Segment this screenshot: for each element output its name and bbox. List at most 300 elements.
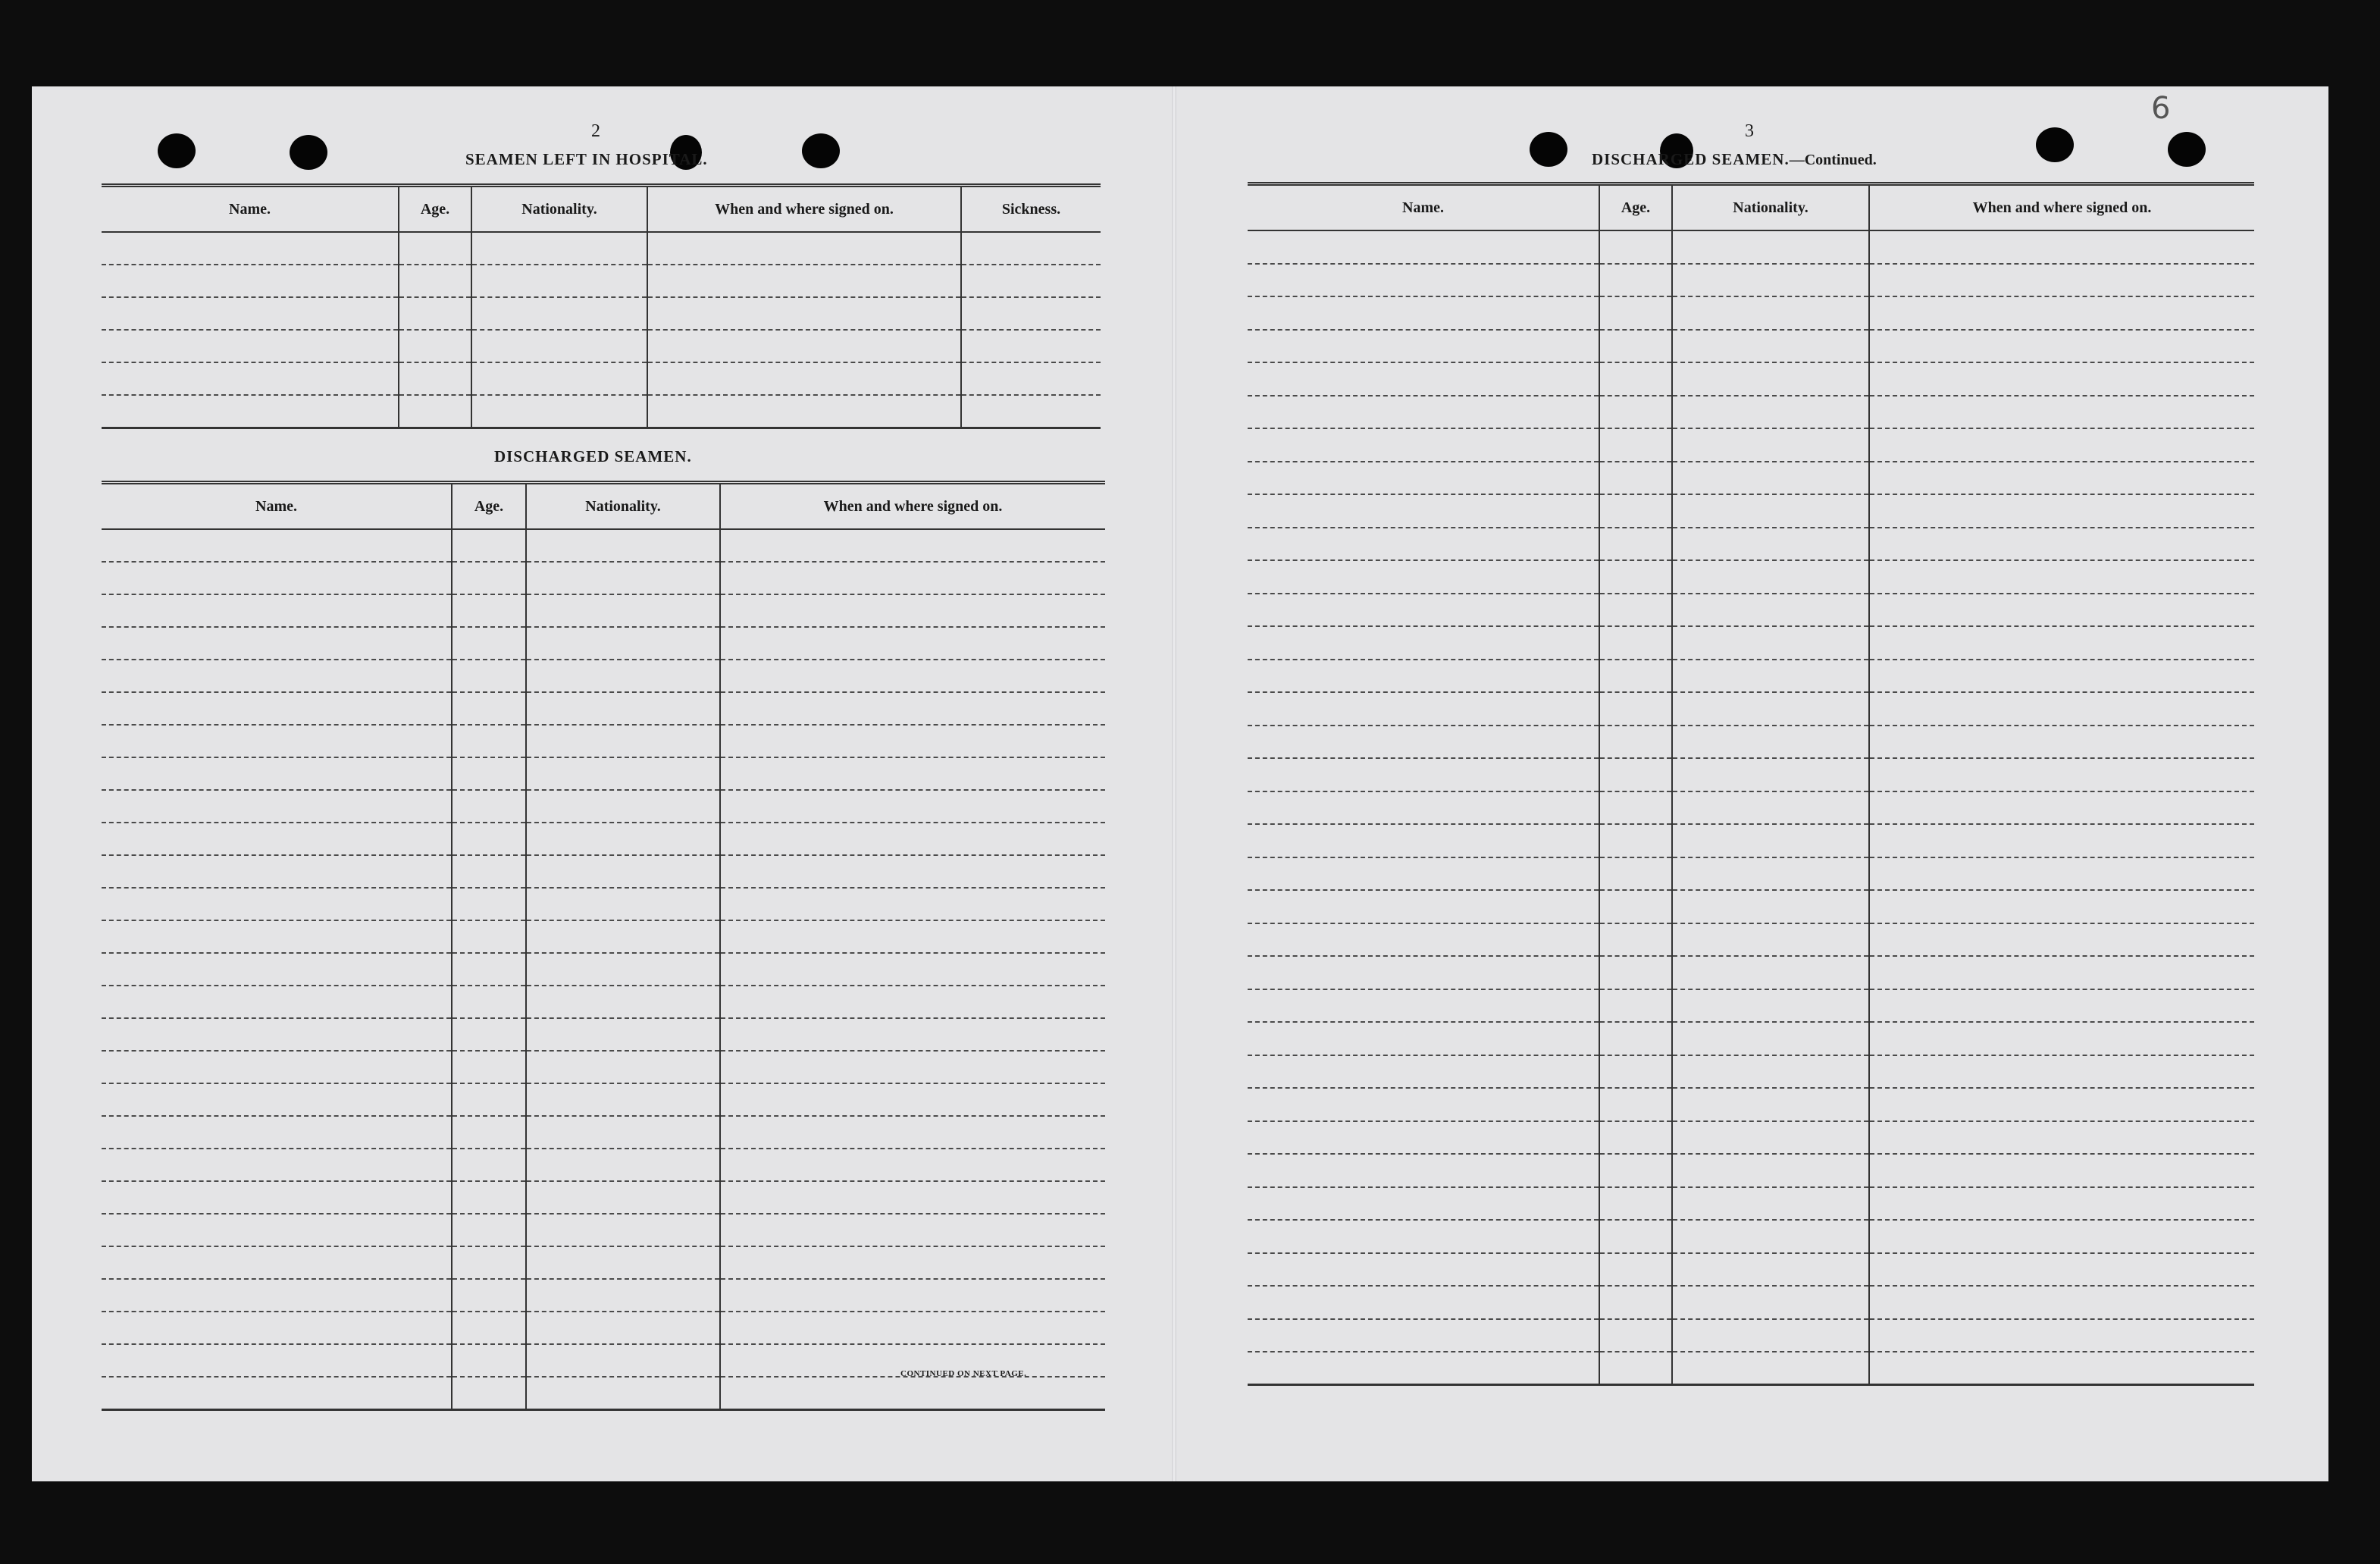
table-cell — [720, 1279, 1105, 1312]
table-row — [102, 1116, 1105, 1149]
table-cell — [1869, 923, 2254, 957]
table-row — [1248, 396, 2254, 429]
table-cell — [526, 1246, 720, 1279]
table-cell — [526, 1181, 720, 1214]
table-cell — [526, 725, 720, 757]
column-header: Name. — [1248, 184, 1599, 231]
table-cell — [471, 362, 647, 395]
table-cell — [720, 888, 1105, 920]
table-row — [102, 529, 1105, 562]
table-cell — [647, 265, 961, 297]
table-cell — [526, 1279, 720, 1312]
table-cell — [452, 986, 526, 1018]
table-cell — [1248, 956, 1599, 989]
table-cell — [399, 265, 471, 297]
table-cell — [1599, 1088, 1672, 1121]
table-cell — [102, 920, 452, 953]
table-cell — [452, 692, 526, 725]
table-cell — [1672, 989, 1869, 1023]
table-cell — [1869, 1220, 2254, 1253]
table-cell — [471, 265, 647, 297]
table-cell — [1672, 1121, 1869, 1155]
table-row — [102, 1214, 1105, 1246]
table-cell — [961, 330, 1101, 362]
table-cell — [1672, 956, 1869, 989]
column-header: Name. — [102, 483, 452, 530]
table-cell — [526, 1149, 720, 1181]
table-cell — [452, 920, 526, 953]
column-header: Sickness. — [961, 186, 1101, 233]
table-cell — [720, 1214, 1105, 1246]
table-row — [1248, 956, 2254, 989]
table-cell — [1869, 1187, 2254, 1221]
table-cell — [1869, 626, 2254, 660]
table-cell — [102, 823, 452, 855]
table-cell — [102, 395, 399, 428]
table-cell — [1599, 428, 1672, 462]
table-cell — [1599, 396, 1672, 429]
table-cell — [1599, 462, 1672, 495]
table-cell — [1869, 890, 2254, 923]
table-cell — [1672, 1253, 1869, 1287]
table-cell — [720, 953, 1105, 986]
table-row — [1248, 1055, 2254, 1089]
discharged-continued-title — [1592, 150, 1877, 169]
table-cell — [526, 953, 720, 986]
table-row — [102, 1279, 1105, 1312]
table-cell — [1869, 726, 2254, 759]
column-header: Nationality. — [471, 186, 647, 233]
table-cell — [1248, 626, 1599, 660]
table-cell — [647, 330, 961, 362]
table-row — [1248, 494, 2254, 528]
table-cell — [1248, 264, 1599, 297]
table-cell — [1672, 1154, 1869, 1187]
table-cell — [720, 986, 1105, 1018]
table-cell — [1869, 989, 2254, 1023]
continued-note: CONTINUED ON NEXT PAGE. — [900, 1369, 1027, 1378]
table-cell — [526, 1214, 720, 1246]
table-cell — [1672, 824, 1869, 857]
table-row — [1248, 692, 2254, 726]
table-cell — [1672, 396, 1869, 429]
table-cell — [647, 297, 961, 330]
table-row — [102, 362, 1101, 395]
table-cell — [720, 757, 1105, 790]
table-cell — [720, 594, 1105, 627]
discharged-table-right — [1248, 182, 2254, 1386]
table-cell — [526, 757, 720, 790]
table-cell — [452, 1312, 526, 1344]
table-cell — [1672, 560, 1869, 594]
table-row — [102, 920, 1105, 953]
column-header: Nationality. — [526, 483, 720, 530]
table-row — [102, 627, 1105, 660]
table-cell — [720, 855, 1105, 888]
table-cell — [526, 1083, 720, 1116]
table-row — [1248, 1154, 2254, 1187]
table-cell — [1248, 758, 1599, 791]
table-cell — [452, 1149, 526, 1181]
punch-hole — [290, 135, 327, 170]
table-cell — [1248, 692, 1599, 726]
table-cell — [720, 1051, 1105, 1083]
table-cell — [1248, 494, 1599, 528]
table-cell — [526, 692, 720, 725]
table-row — [1248, 264, 2254, 297]
table-cell — [102, 1181, 452, 1214]
table-row — [1248, 362, 2254, 396]
table-cell — [102, 330, 399, 362]
table-cell — [1248, 1088, 1599, 1121]
table-cell — [102, 1116, 452, 1149]
table-row — [102, 725, 1105, 757]
table-cell — [452, 562, 526, 594]
table-row — [102, 1083, 1105, 1116]
table-cell — [399, 297, 471, 330]
table-cell — [452, 1246, 526, 1279]
table-row — [102, 330, 1101, 362]
table-cell — [452, 953, 526, 986]
table-cell — [471, 395, 647, 428]
table-cell — [1599, 1286, 1672, 1319]
table-row — [102, 1377, 1105, 1409]
table-cell — [102, 855, 452, 888]
table-cell — [1248, 989, 1599, 1023]
table-cell — [1248, 594, 1599, 627]
table-cell — [102, 888, 452, 920]
table-cell — [102, 529, 452, 562]
table-cell — [1599, 1220, 1672, 1253]
table-cell — [452, 529, 526, 562]
table-row — [1248, 989, 2254, 1023]
table-cell — [1248, 560, 1599, 594]
table-cell — [1672, 462, 1869, 495]
table-row — [1248, 1088, 2254, 1121]
table-row — [102, 757, 1105, 790]
table-cell — [452, 1018, 526, 1051]
table-cell — [961, 362, 1101, 395]
table-cell — [452, 725, 526, 757]
table-cell — [526, 1344, 720, 1377]
table-row — [102, 1149, 1105, 1181]
table-cell — [1248, 428, 1599, 462]
table-row — [1248, 1286, 2254, 1319]
table-row — [102, 1051, 1105, 1083]
table-cell — [452, 757, 526, 790]
table-cell — [1672, 1220, 1869, 1253]
table-cell — [1672, 857, 1869, 891]
table-cell — [1599, 494, 1672, 528]
table-cell — [452, 660, 526, 692]
column-header: When and where signed on. — [720, 483, 1105, 530]
table-cell — [452, 1116, 526, 1149]
table-cell — [399, 362, 471, 395]
table-cell — [720, 920, 1105, 953]
table-row — [1248, 758, 2254, 791]
table-cell — [1248, 528, 1599, 561]
table-cell — [1672, 692, 1869, 726]
page-number-left: 2 — [591, 121, 600, 141]
table-cell — [1672, 758, 1869, 791]
table-cell — [1599, 726, 1672, 759]
table-cell — [102, 265, 399, 297]
table-row — [1248, 857, 2254, 891]
table-row — [102, 790, 1105, 823]
table-cell — [526, 562, 720, 594]
table-cell — [102, 725, 452, 757]
table-cell — [1672, 594, 1869, 627]
table-cell — [452, 594, 526, 627]
table-cell — [452, 1051, 526, 1083]
table-cell — [1599, 857, 1672, 891]
table-cell — [102, 790, 452, 823]
table-cell — [1672, 791, 1869, 825]
table-cell — [1672, 660, 1869, 693]
table-cell — [1248, 330, 1599, 363]
table-cell — [526, 627, 720, 660]
table-row — [102, 594, 1105, 627]
table-row — [102, 692, 1105, 725]
table-cell — [1599, 296, 1672, 330]
table-cell — [471, 330, 647, 362]
table-cell — [1869, 1121, 2254, 1155]
column-header: Name. — [102, 186, 399, 233]
table-cell — [102, 1344, 452, 1377]
table-cell — [102, 660, 452, 692]
table-cell — [1248, 1319, 1599, 1352]
table-row — [1248, 890, 2254, 923]
table-cell — [526, 1018, 720, 1051]
table-row — [1248, 824, 2254, 857]
table-cell — [1248, 857, 1599, 891]
table-cell — [1869, 692, 2254, 726]
table-cell — [961, 297, 1101, 330]
table-cell — [1599, 1022, 1672, 1055]
table-cell — [102, 297, 399, 330]
table-cell — [1599, 330, 1672, 363]
table-cell — [1869, 594, 2254, 627]
table-row — [1248, 726, 2254, 759]
table-cell — [102, 1246, 452, 1279]
table-cell — [1869, 1253, 2254, 1287]
table-cell — [720, 529, 1105, 562]
table-cell — [1672, 528, 1869, 561]
table-cell — [526, 1051, 720, 1083]
table-cell — [1869, 428, 2254, 462]
table-cell — [1599, 890, 1672, 923]
table-cell — [1248, 230, 1599, 264]
table-cell — [1599, 1187, 1672, 1221]
table-row — [102, 823, 1105, 855]
table-row — [1248, 230, 2254, 264]
table-cell — [1869, 560, 2254, 594]
table-cell — [1599, 989, 1672, 1023]
table-row — [1248, 296, 2254, 330]
table-cell — [1248, 296, 1599, 330]
table-cell — [720, 790, 1105, 823]
table-row — [102, 232, 1101, 265]
column-header: Age. — [399, 186, 471, 233]
table-row — [102, 888, 1105, 920]
table-row — [1248, 1022, 2254, 1055]
table-cell — [1672, 296, 1869, 330]
table-cell — [720, 1181, 1105, 1214]
table-cell — [1869, 494, 2254, 528]
table-cell — [526, 823, 720, 855]
table-cell — [526, 1116, 720, 1149]
table-cell — [452, 1083, 526, 1116]
table-cell — [720, 1246, 1105, 1279]
table-cell — [1869, 462, 2254, 495]
table-cell — [1869, 396, 2254, 429]
table-cell — [102, 1214, 452, 1246]
table-cell — [1248, 1286, 1599, 1319]
table-row — [102, 855, 1105, 888]
table-cell — [399, 330, 471, 362]
table-cell — [961, 265, 1101, 297]
table-row — [1248, 1352, 2254, 1385]
table-cell — [526, 790, 720, 823]
table-cell — [526, 986, 720, 1018]
table-cell — [720, 823, 1105, 855]
table-cell — [1869, 1286, 2254, 1319]
table-cell — [526, 888, 720, 920]
table-cell — [399, 232, 471, 265]
table-cell — [102, 757, 452, 790]
table-cell — [1599, 1319, 1672, 1352]
table-cell — [1599, 626, 1672, 660]
table-cell — [1248, 791, 1599, 825]
table-cell — [452, 888, 526, 920]
table-cell — [526, 1312, 720, 1344]
table-cell — [1869, 1088, 2254, 1121]
table-cell — [961, 395, 1101, 428]
table-cell — [1248, 1187, 1599, 1221]
table-cell — [720, 660, 1105, 692]
table-cell — [1599, 528, 1672, 561]
table-cell — [1869, 956, 2254, 989]
table-row — [102, 562, 1105, 594]
table-cell — [1248, 1022, 1599, 1055]
table-row — [102, 660, 1105, 692]
table-cell — [647, 362, 961, 395]
table-cell — [1672, 1187, 1869, 1221]
discharged-title-text: DISCHARGED SEAMEN. — [1592, 150, 1790, 168]
table-row — [1248, 1319, 2254, 1352]
table-cell — [102, 362, 399, 395]
table-cell — [1599, 1154, 1672, 1187]
table-row — [1248, 1187, 2254, 1221]
table-cell — [102, 953, 452, 986]
table-row — [102, 297, 1101, 330]
table-cell — [1672, 923, 1869, 957]
table-cell — [1248, 462, 1599, 495]
table-cell — [720, 1116, 1105, 1149]
table-row — [1248, 1253, 2254, 1287]
table-cell — [1672, 230, 1869, 264]
table-cell — [1599, 594, 1672, 627]
hospital-table — [102, 183, 1101, 429]
table-cell — [102, 1377, 452, 1409]
table-cell — [102, 627, 452, 660]
table-cell — [471, 297, 647, 330]
table-cell — [1869, 758, 2254, 791]
table-cell — [452, 823, 526, 855]
table-cell — [452, 1344, 526, 1377]
table-cell — [1869, 660, 2254, 693]
table-cell — [452, 1214, 526, 1246]
table-cell — [647, 395, 961, 428]
table-cell — [1248, 1352, 1599, 1385]
table-cell — [452, 1279, 526, 1312]
column-header: Nationality. — [1672, 184, 1869, 231]
table-cell — [452, 1181, 526, 1214]
column-header: Age. — [452, 483, 526, 530]
discharged-section-title: DISCHARGED SEAMEN. — [494, 447, 692, 465]
table-row — [1248, 560, 2254, 594]
table-cell — [102, 1018, 452, 1051]
table-cell — [399, 395, 471, 428]
table-cell — [1599, 1121, 1672, 1155]
table-cell — [1599, 362, 1672, 396]
discharged-table-left — [102, 481, 1105, 1411]
table-cell — [526, 920, 720, 953]
table-cell — [1599, 758, 1672, 791]
column-header: When and where signed on. — [647, 186, 961, 233]
table-cell — [1599, 1352, 1672, 1385]
table-cell — [720, 1083, 1105, 1116]
table-cell — [1599, 1253, 1672, 1287]
table-cell — [452, 855, 526, 888]
continued-suffix: —Continued. — [1789, 152, 1877, 168]
table-cell — [452, 1377, 526, 1409]
table-cell — [720, 692, 1105, 725]
table-cell — [1599, 824, 1672, 857]
table-cell — [1869, 1022, 2254, 1055]
table-cell — [1869, 1055, 2254, 1089]
table-cell — [1672, 428, 1869, 462]
table-row — [1248, 923, 2254, 957]
table-cell — [1672, 1055, 1869, 1089]
table-cell — [1869, 1154, 2254, 1187]
page-number-right: 3 — [1745, 121, 1754, 141]
table-row — [102, 953, 1105, 986]
table-cell — [1869, 330, 2254, 363]
table-cell — [1672, 1352, 1869, 1385]
punch-hole — [802, 133, 840, 168]
table-cell — [102, 232, 399, 265]
table-cell — [102, 594, 452, 627]
table-row — [1248, 428, 2254, 462]
table-cell — [1599, 923, 1672, 957]
table-cell — [1869, 528, 2254, 561]
table-cell — [471, 232, 647, 265]
table-cell — [1672, 330, 1869, 363]
table-cell — [1248, 396, 1599, 429]
table-row — [1248, 626, 2254, 660]
table-cell — [1672, 1286, 1869, 1319]
table-cell — [526, 1377, 720, 1409]
hospital-section-title: SEAMEN LEFT IN HOSPITAL. — [465, 150, 708, 168]
table-row — [102, 1246, 1105, 1279]
table-cell — [102, 1083, 452, 1116]
table-cell — [526, 660, 720, 692]
table-cell — [1869, 362, 2254, 396]
table-row — [1248, 660, 2254, 693]
table-row — [102, 1181, 1105, 1214]
corner-mark: 6 — [2151, 91, 2171, 126]
